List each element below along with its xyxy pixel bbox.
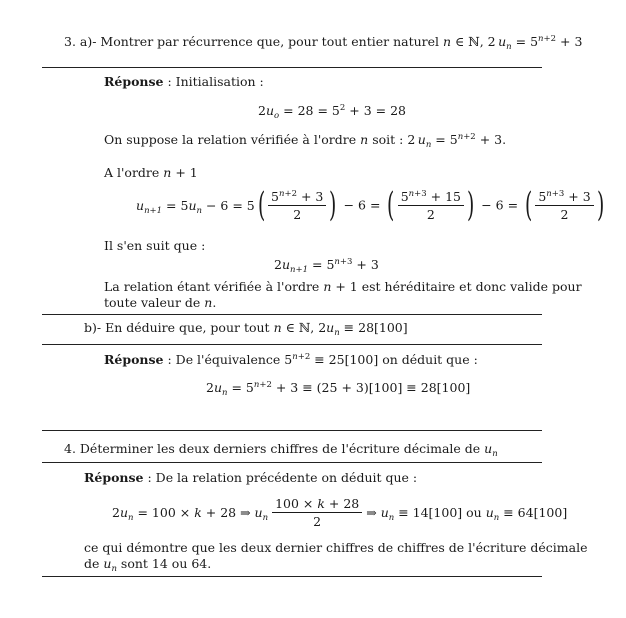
conclusion-4-line2: de $u_n$ sont 14 ou 64. (84, 556, 212, 574)
conclusion-3a-line2: toute valeur de n. (104, 295, 217, 310)
divider (42, 576, 542, 577)
hypothesis-text: On suppose la relation vérifiée à l'ordre n soit : 2 $u_n = 5^{n+2} + 3$. (104, 132, 507, 150)
congruence-equation: $2u_n = 5^{n+2} + 3 \equiv (25 + 3)[100] \equiv 28[100]$ (206, 380, 471, 398)
answer-3b-text: Réponse : De l'équivalence $5^{n+2} \equiv 25[100]$ on déduit que : (104, 352, 478, 367)
divider (42, 344, 542, 345)
init-equation: $2u_o = 28 = 5^2 + 3 = 28$ (258, 103, 406, 121)
question-4-title: 4. Déterminer les deux derniers chiffres de l'écriture décimale de $u_n$ (64, 441, 498, 459)
question-3b-title: b)- En déduire que, pour tout n ∈ ℕ, $2u_n \equiv 28[100]$ (84, 320, 408, 338)
conclusion-3a-line1: La relation étant vérifiée à l'ordre n + 1 est héréditaire et donc valide pour (104, 279, 582, 294)
divider (42, 67, 542, 68)
divider (42, 314, 542, 315)
conclusion-4-line1: ce qui démontre que les deux dernier chiffres de chiffres de l'écriture décimale (84, 540, 588, 555)
result-equation: $2u_{n+1} = 5^{n+3} + 3$ (274, 257, 379, 275)
divider (42, 430, 542, 431)
final-equation: $2u_n = 100 \times k + 28$ ⇒ $u_n$ $\frac{100 \times k + 28}{2}$ ⇒ $u_n \equiv 14[100]$ ou $u_n \equiv 64[100]$ (112, 496, 568, 529)
recurrence-equation: $u_{n+1} = 5u_n - 6 = 5$( $\frac{5^{n+2} + 3}{2}$ ) − 6 = ( $\frac{5^{n+3} + 15}{2}$ ) − 6 = ( $\frac{5^{n+3} + 3}{2}$ ) (136, 185, 604, 225)
answer-4-text: Réponse : De la relation précédente on déduit que : (84, 470, 418, 485)
divider (42, 462, 542, 463)
answer-3a-heading: Réponse : Initialisation : (104, 74, 264, 89)
il-sen-suit: Il s'en suit que : (104, 238, 206, 253)
order-n-plus-1: A l'ordre n + 1 (104, 165, 198, 180)
question-3a-title: 3. a)- Montrer par récurrence que, pour tout entier naturel n ∈ ℕ, 2 $u_n = 5^{n+2} + 3$ (64, 34, 583, 52)
